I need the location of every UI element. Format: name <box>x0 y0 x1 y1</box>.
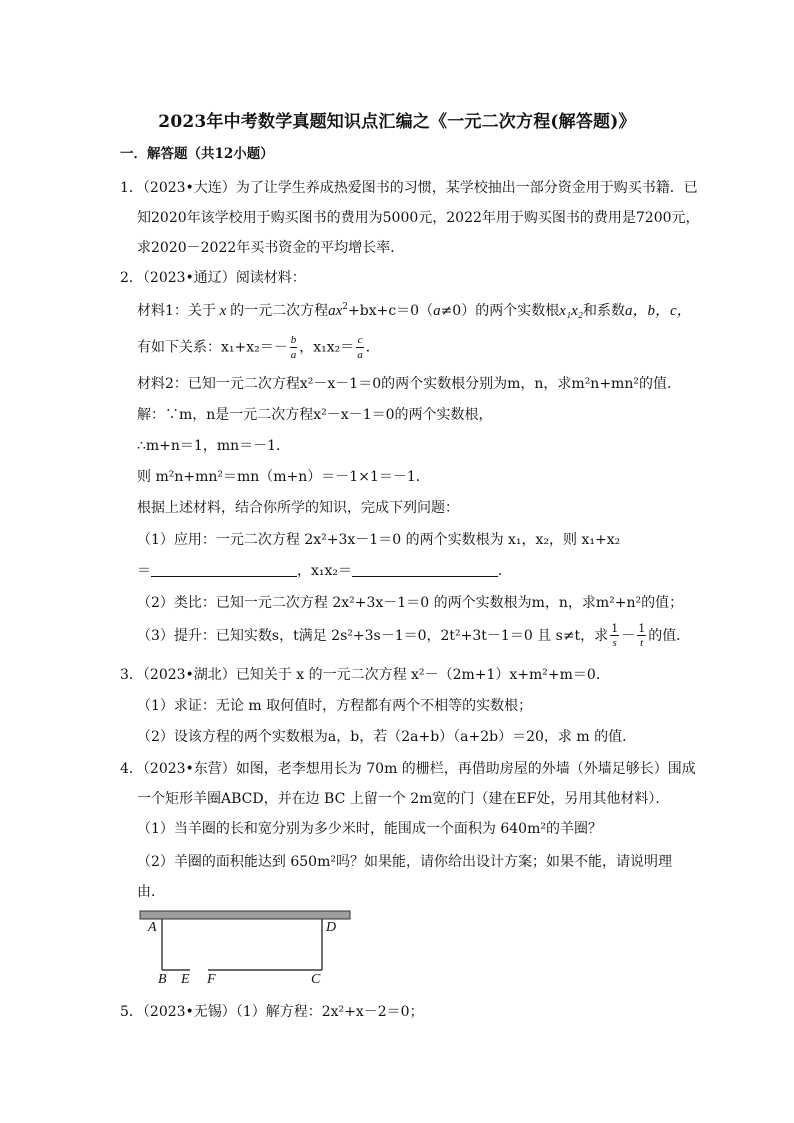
q5-number: 5． <box>120 1004 143 1020</box>
q2-rel-product: ，x₁x₂＝ <box>299 339 355 356</box>
q4-source: （2023•东营） <box>142 761 236 777</box>
q1-number: 1． <box>120 180 143 196</box>
q2-intro: 阅读材料： <box>235 270 306 286</box>
point-label-c: C <box>311 972 321 987</box>
q5-line-1 <box>120 1003 424 1021</box>
q2-material-1: 材料1：关于 x 的一元二次方程$ax^2+bx+c=0(a\ne 0)$的两个实数根x₁x₂和系数a，b，c， <box>137 302 692 319</box>
q4-number: 4． <box>120 761 143 777</box>
q2-solution-2: ∴m+n＝1，mn＝－1． <box>137 438 291 454</box>
q1-line-1 <box>120 179 698 197</box>
q2-number: 2． <box>120 270 143 286</box>
q5-part-1: （1）解方程：2x²+x－2＝0； <box>235 1004 424 1020</box>
q2-rel-prefix: 有如下关系： <box>137 339 221 356</box>
q3-number: 3． <box>120 667 143 683</box>
q2-part-3-text: （3）提升：已知实数s，t满足 2s²+3s－1＝0，2t²+3t－1＝0 且 s≠t，求 <box>137 628 609 644</box>
q2-m1-mid: 的一元二次方程 <box>230 303 329 319</box>
point-label-a: A <box>148 920 157 935</box>
q3-line-1 <box>120 666 610 684</box>
q4-part-2-line-1: （2）羊圈的面积能达到 650m²吗？如果能，请你给出设计方案；如果不能，请说明理 <box>137 854 672 870</box>
q2-part-1-eq: ＝ <box>137 563 151 579</box>
q1-source: （2023•大连） <box>142 180 236 196</box>
house-wall <box>140 911 350 919</box>
q4-part-1: （1）当羊圈的长和宽分别为多少米时，能围成一个面积为 640m²的羊圈？ <box>137 821 602 837</box>
q2-solution-1: 解：∵m，n是一元二次方程x²－x－1＝0的两个实数根， <box>137 407 493 423</box>
q2-m1-roots: x₁x₂ <box>559 303 583 319</box>
q1-line-3: 求2020－2022年买书资金的平均增长率． <box>137 240 405 256</box>
q2-rel-sum: x₁+x₂＝－ <box>221 339 288 356</box>
q2-part-1: （1）应用：一元二次方程 2x²+3x－1＝0 的两个实数根为 x₁，x₂，则 x₁+x₂ <box>137 532 621 548</box>
q2-part-2: （2）类比：已知一元二次方程 2x²+3x－1＝0 的两个实数根为m，n，求m²+n²的值； <box>137 595 684 611</box>
q2-m1-condition: ≠0）的两个实数根 <box>440 303 560 319</box>
q3-stem: 已知关于 x 的一元二次方程 x²－（2m+1）x+m²+m＝0． <box>235 667 610 683</box>
q3-source: （2023•湖北） <box>142 667 236 683</box>
q2-m1-coefficients: a，b，c， <box>624 303 692 319</box>
q2-relations: 有如下关系：x₁+x₂＝－ $\frac{b}{a}$ ，x₁x₂＝ $\frac{c}{a}$ ． <box>137 334 380 361</box>
q2-task: 根据上述材料，结合你所学的知识，完成下列问题： <box>137 500 459 516</box>
q1-line-2: 知2020年该学校用于购买图书的费用为5000元，2022年用于购买图书的费用是7200元， <box>137 210 700 226</box>
point-label-e: E <box>181 972 190 987</box>
q2-material-2: 材料2：已知一元二次方程x²－x－1＝0的两个实数根分别为m，n，求m²n+mn²的值． <box>137 376 681 392</box>
fraction-1-over-s: $\frac{1}{s}$ <box>611 622 619 649</box>
q2-part-3: （3）提升：已知实数s，t满足 2s²+3s－1＝0，2t²+3t－1＝0 且 s≠t，求 $\frac{1}{s}$ － $\frac{1}{t}$ 的值． <box>137 622 691 649</box>
q3-part-1: （1）求证：无论 m 取何值时，方程都有两个不相等的实数根； <box>137 698 533 714</box>
section-heading: 一．解答题（共12小题） <box>120 146 274 162</box>
q2-part-1-answers <box>137 562 512 580</box>
q2-part-1-end: ． <box>498 563 513 579</box>
answer-blank-product[interactable] <box>352 562 498 577</box>
page-title: 2023年中考数学真题知识点汇编之《一元二次方程(解答题)》 <box>158 112 636 132</box>
q1-text-1: 为了让学生养成热爱图书的习惯，某学校抽出一部分资金用于购买书籍．已 <box>235 180 698 196</box>
fraction-c-over-a: $\frac{c}{a}$ <box>357 334 363 361</box>
q5-source: （2023•无锡） <box>142 1004 236 1020</box>
fraction-b-over-a: $\frac{b}{a}$ <box>290 334 297 361</box>
q4-line-1 <box>120 760 696 778</box>
q3-part-2: （2）设该方程的两个实数根为a，b，若（2a+b）（a+2b）＝20，求 m 的值． <box>137 729 637 745</box>
q4-text-1: 如图，老李想用长为 70m 的栅栏，再借助房屋的外墙（外墙足够长）围成 <box>235 761 696 777</box>
q4-part-2-line-2: 由． <box>137 884 165 900</box>
fraction-1-over-t: $\frac{1}{t}$ <box>638 622 646 649</box>
point-label-b: B <box>158 972 167 987</box>
q2-m1-equation: bx+c＝0（ <box>359 303 434 319</box>
q2-solution-3: 则 m²n+mn²＝mn（m+n）＝－1×1＝－1． <box>137 469 430 485</box>
q2-part-3-end: 的值． <box>648 628 691 644</box>
q2-m1-post: 和系数 <box>582 303 625 319</box>
q2-source: （2023•通辽） <box>142 270 236 286</box>
answer-blank-sum[interactable] <box>151 562 297 577</box>
point-label-d: D <box>326 920 337 935</box>
point-label-f: F <box>207 972 216 987</box>
q2-part-1-mid: ，x₁x₂＝ <box>297 563 353 579</box>
q2-m1-prefix: 材料1：关于 <box>137 303 216 319</box>
q4-line-2: 一个矩形羊圈ABCD，并在边 BC 上留一个 2m宽的门（建在EF处，另用其他材料）． <box>137 791 670 807</box>
q2-line-1 <box>120 269 306 287</box>
